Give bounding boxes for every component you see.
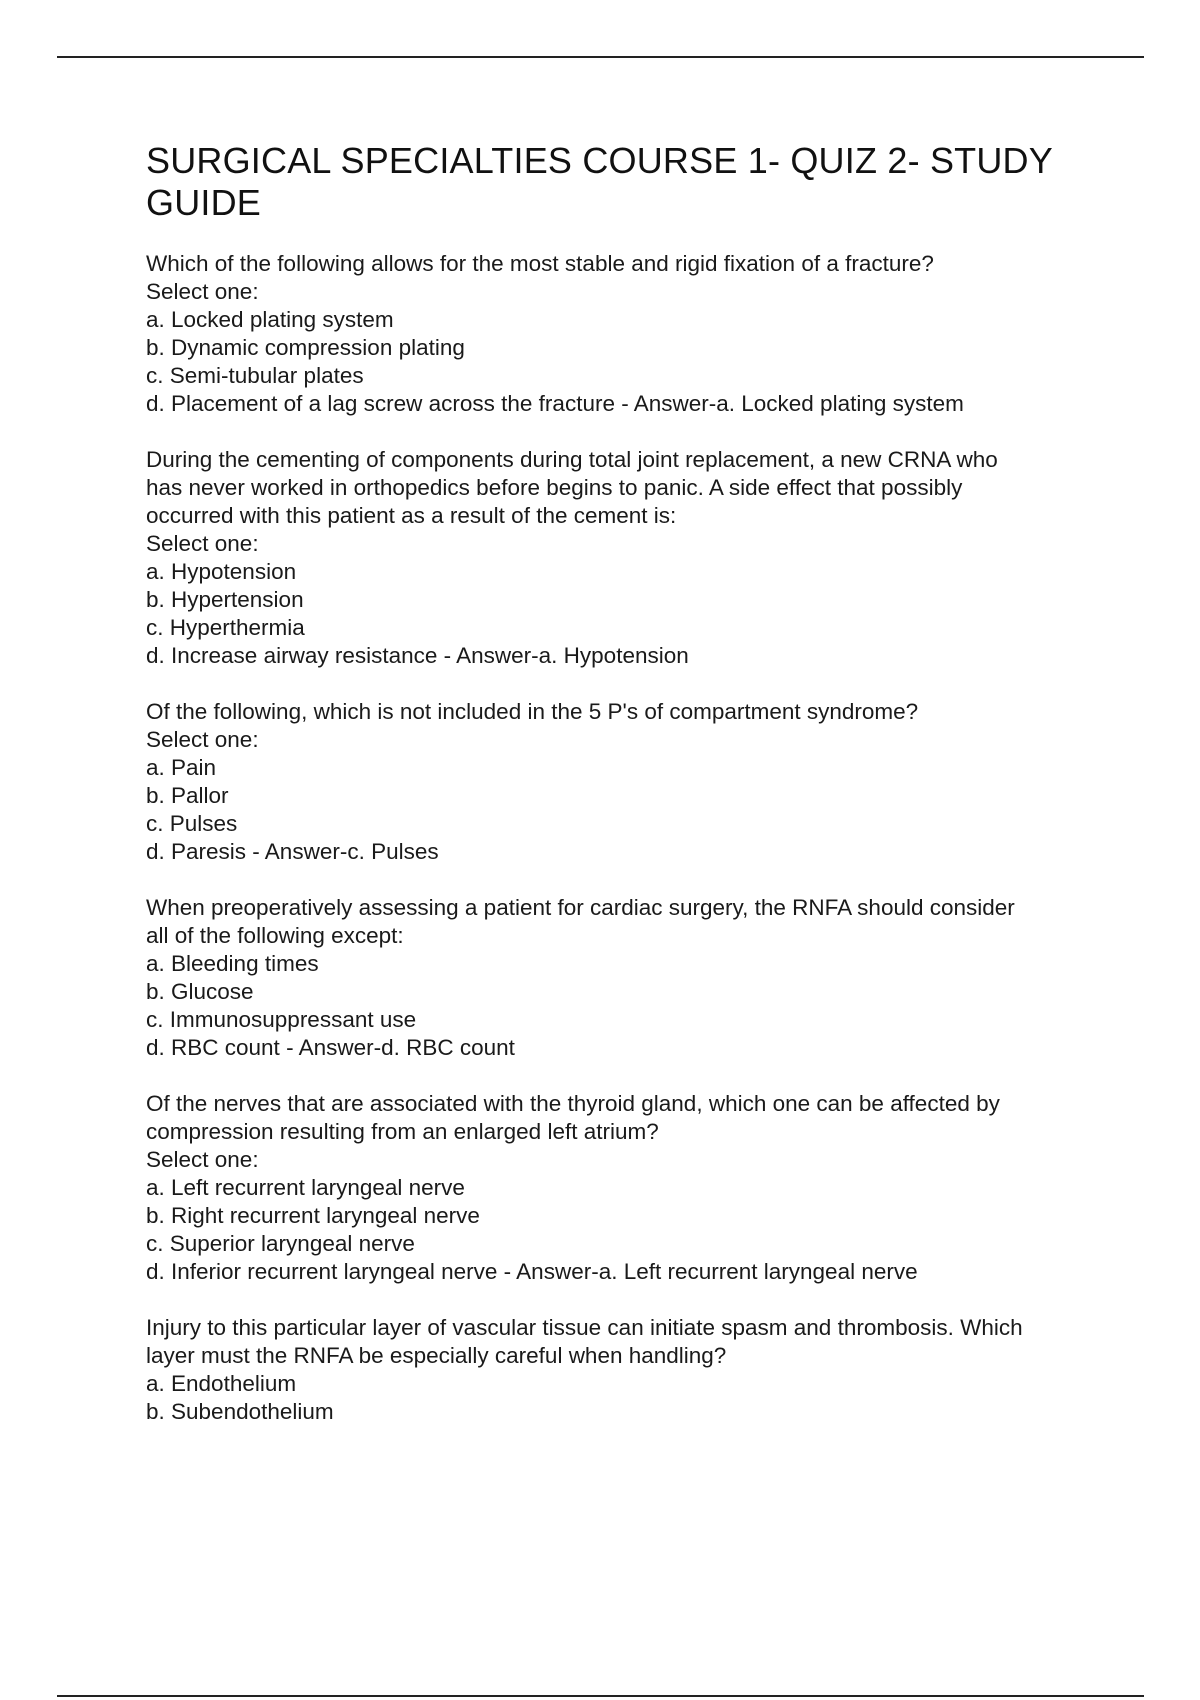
answer-option: d. Increase airway resistance - Answer-a. Hypotension [146,643,689,668]
answer-option: c. Immunosuppressant use [146,1007,417,1032]
answer-option: d. RBC count - Answer-d. RBC count [146,1035,515,1060]
question-block [146,698,1106,866]
answer-option: b. Glucose [146,979,254,1004]
question-list [146,250,1106,1426]
question-stem-line: all of the following except: [146,923,404,948]
question-block [146,446,1106,670]
answer-option: c. Semi-tubular plates [146,363,364,388]
question-stem-line: compression resulting from an enlarged left atrium? [146,1119,659,1144]
question-block [146,1314,1106,1426]
footer-rule [57,1695,1144,1697]
question-stem-line: When preoperatively assessing a patient for cardiac surgery, the RNFA should consider [146,895,1015,920]
select-prompt: Select one: [146,727,259,752]
answer-option: b. Dynamic compression plating [146,335,465,360]
question-stem-line: has never worked in orthopedics before begins to panic. A side effect that possibly [146,475,963,500]
header-rule [57,56,1144,58]
select-prompt: Select one: [146,1147,259,1172]
question-stem-line: Injury to this particular layer of vascular tissue can initiate spasm and thrombosis. Which [146,1315,1023,1340]
question-stem-line: Of the nerves that are associated with the thyroid gland, which one can be affected by [146,1091,1000,1116]
answer-option: c. Pulses [146,811,238,836]
question-block [146,1090,1106,1286]
answer-option: a. Pain [146,755,217,780]
answer-option: d. Placement of a lag screw across the fracture - Answer-a. Locked plating system [146,391,964,416]
answer-option: b. Right recurrent laryngeal nerve [146,1203,480,1228]
question-block [146,250,1106,418]
answer-option: b. Hypertension [146,587,304,612]
document-title: SURGICAL SPECIALTIES COURSE 1- QUIZ 2- STUDY GUIDE [146,140,1053,223]
select-prompt: Select one: [146,279,259,304]
answer-option: a. Locked plating system [146,307,394,332]
question-stem-line: occurred with this patient as a result of the cement is: [146,503,677,528]
answer-option: d. Paresis - Answer-c. Pulses [146,839,439,864]
answer-option: a. Endothelium [146,1371,297,1396]
answer-option: c. Superior laryngeal nerve [146,1231,415,1256]
answer-option: b. Pallor [146,783,229,808]
answer-option: a. Bleeding times [146,951,319,976]
answer-option: d. Inferior recurrent laryngeal nerve - Answer-a. Left recurrent laryngeal nerve [146,1259,918,1284]
question-stem-line: layer must the RNFA be especially careful when handling? [146,1343,727,1368]
question-stem-line: Which of the following allows for the most stable and rigid fixation of a fracture? [146,251,934,276]
answer-option: b. Subendothelium [146,1399,334,1424]
answer-option: c. Hyperthermia [146,615,305,640]
question-stem-line: Of the following, which is not included in the 5 P's of compartment syndrome? [146,699,919,724]
question-block [146,894,1106,1062]
question-stem-line: During the cementing of components during total joint replacement, a new CRNA who [146,447,998,472]
answer-option: a. Left recurrent laryngeal nerve [146,1175,465,1200]
page-content [146,140,1106,1454]
select-prompt: Select one: [146,531,259,556]
answer-option: a. Hypotension [146,559,297,584]
